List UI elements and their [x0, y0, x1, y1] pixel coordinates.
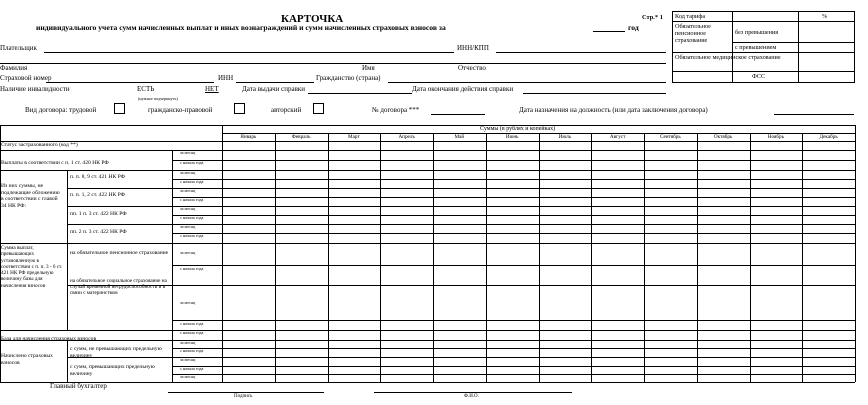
ytd-label: с начала года [180, 366, 204, 371]
appointment-date-label: Дата назначения на должность (или дата заключения договора) [519, 106, 708, 114]
exempt-row-3: пп. 1 п. 3 ст. 422 НК РФ [70, 211, 127, 217]
exceed-social-label: на обязательное социальное страхование на случай временной нетрудоспособности и в связи с материнством [70, 278, 167, 297]
inn-kpp-field[interactable] [496, 52, 666, 53]
ytd-label: с начала года [180, 215, 204, 220]
month-header: Февраль [291, 134, 311, 140]
ytd-label: с начала года [180, 266, 204, 271]
disability-yes[interactable]: ЕСТЬ [137, 85, 155, 93]
contract-number-field[interactable] [431, 114, 485, 115]
certificate-date-label: Дата выдачи справки [242, 85, 306, 93]
ytd-label: с начала года [180, 179, 204, 184]
month-header: Январь [240, 134, 257, 140]
ytd-label: с начала года [180, 233, 204, 238]
chief-accountant-label: Главный бухгалтер [50, 382, 107, 390]
form-title: КАРТОЧКА [281, 13, 344, 25]
ytd-label: с начала года [180, 321, 204, 326]
month-header: Май [454, 134, 465, 140]
month-header: Октябрь [713, 134, 733, 140]
ytd-label: с начала года [180, 160, 204, 165]
per-month-label: за месяц [180, 224, 196, 229]
month-header: Июль [558, 134, 572, 140]
tariff-box [672, 11, 855, 83]
page-label: Стр.* 1 [642, 14, 663, 21]
inn-label: ИНН [218, 74, 234, 82]
surname-field[interactable] [0, 63, 666, 64]
appointment-date-field[interactable] [774, 114, 854, 115]
disability-label: Наличие инвалидности [0, 85, 70, 93]
ytd-label: с начала года [180, 348, 204, 353]
contract-number-label: № договора *** [372, 106, 420, 114]
contributions-table [0, 125, 855, 382]
year-suffix: год [628, 23, 639, 32]
exempt-row-2: п. п. 1, 2 ст. 422 НК РФ [70, 192, 126, 198]
sums-header: Суммы (в рублях и копейках) [480, 126, 556, 132]
name-label: Имя [362, 64, 375, 72]
surname-label: Фамилия [0, 64, 28, 72]
accrued-above-label: с сумм, превышающих предельную величину [70, 364, 155, 377]
per-month-label: за месяц [180, 250, 196, 255]
payments-label: Выплаты в соответствии с п. 1 ст. 420 НК РФ [1, 160, 109, 166]
inn-kpp-label: ИНН/КПП [457, 44, 489, 52]
insurance-number-field[interactable] [46, 82, 214, 83]
month-header: Апрель [398, 134, 415, 140]
exempt-label: Из них суммы, не подлежащие обложению в соответствии с главой 34 НК РФ: [1, 183, 60, 209]
contract-civil-label: гражданско-правовой [148, 106, 213, 114]
insurance-number-label: Страховой номер [0, 74, 52, 82]
contract-author-checkbox[interactable] [313, 103, 324, 114]
certificate-end-field[interactable] [523, 93, 666, 94]
accrued-below-label: с сумм, не превышающих предельную величину [70, 346, 162, 359]
certificate-end-label: Дата окончания действия справки [412, 85, 514, 93]
signature-field[interactable] [168, 392, 324, 393]
contract-author-label: авторский [271, 106, 302, 114]
citizenship-field[interactable] [388, 82, 666, 83]
ytd-label: с начала года [180, 330, 204, 335]
contract-labor-checkbox[interactable] [114, 103, 125, 114]
fio-caption: Ф.И.О. [464, 394, 479, 399]
month-header: Август [609, 134, 626, 140]
tariff-percent-label: % [822, 13, 828, 20]
per-month-label: за месяц [180, 188, 196, 193]
month-header: Март [348, 134, 360, 140]
status-label: Статус застрахованного (код **) [1, 142, 78, 148]
month-header: Декабрь [819, 134, 838, 140]
year-field[interactable] [593, 31, 625, 32]
per-month-label: за месяц [180, 340, 196, 345]
ytd-label: с начала года [180, 197, 204, 202]
certificate-date-field[interactable] [308, 93, 412, 94]
per-month-label: за месяц [180, 206, 196, 211]
fio-field[interactable] [374, 392, 572, 393]
signature-caption: Подпись [234, 394, 253, 399]
contract-civil-checkbox[interactable] [234, 103, 245, 114]
exempt-row-4: пп. 2 п. 3 ст. 422 НК РФ [70, 229, 127, 235]
contract-type-label: Вид договора: трудовой [25, 106, 97, 114]
accrued-label: Начислено страховых взносов [1, 353, 53, 366]
citizenship-label: Гражданство (страна) [316, 74, 381, 82]
tariff-medical-label: Обязательное медицинское страхование [675, 54, 781, 61]
month-header: Сентябрь [659, 134, 681, 140]
month-header: Ноябрь [767, 134, 784, 140]
tariff-pension-label: Обязательное пенсионное страхование [675, 23, 711, 44]
per-month-label: за месяц [180, 357, 196, 362]
month-header: Июнь [505, 134, 519, 140]
exceed-pension-label: на обязательное пенсионное страхование [70, 250, 169, 256]
per-month-label: за месяц [180, 170, 196, 175]
per-month-label: за месяц [180, 374, 196, 379]
form-subtitle: индивидуального учета сумм начисленных выплат и иных вознаграждений и сумм начисленных страховых взносов за [36, 23, 446, 32]
per-month-label: за месяц [180, 300, 196, 305]
disability-no[interactable]: НЕТ [205, 85, 219, 93]
exempt-row-1: п. п. 8, 9 ст. 421 НК РФ [70, 174, 126, 180]
patronymic-label: Отчество [458, 64, 486, 72]
base-label: База для начисления страховых взносов [1, 336, 97, 342]
payer-field[interactable] [44, 52, 454, 53]
exceed-label: Сумма выплат, превышающих установленную в соответствии с п. п. 3 - 6 ст. 421 НК РФ предельную величину базы для начисления взносов [1, 245, 63, 289]
tariff-fss-label: ФСС [752, 73, 766, 80]
inn-field[interactable] [236, 82, 314, 83]
per-month-label: за месяц [180, 150, 196, 155]
tariff-pension-excess: с превышением [735, 44, 777, 51]
tariff-code-label: Код тарифа [675, 13, 706, 20]
underline-hint: (нужное подчеркнуть) [138, 96, 178, 101]
payer-label: Плательщик [0, 44, 37, 52]
tariff-pension-no-excess: без превышения [735, 29, 779, 36]
